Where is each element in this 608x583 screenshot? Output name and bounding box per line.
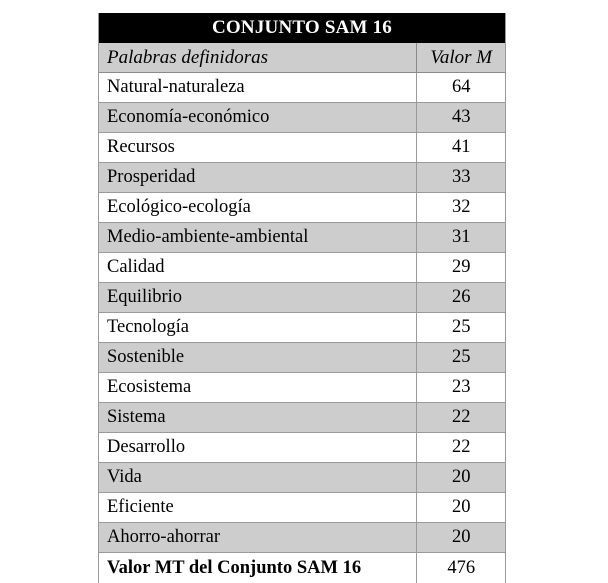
row-word-cell: Calidad xyxy=(98,253,416,283)
table-row xyxy=(98,133,506,163)
table-title: CONJUNTO SAM 16 xyxy=(98,13,506,43)
table-row xyxy=(98,463,506,493)
table-row xyxy=(98,223,506,253)
total-value: 476 xyxy=(416,553,506,583)
table-row xyxy=(98,523,506,553)
table-row xyxy=(98,253,506,283)
row-value-cell: 31 xyxy=(416,223,506,253)
table-head xyxy=(98,13,506,73)
row-word-cell: Equilibrio xyxy=(98,283,416,313)
table-title-row xyxy=(98,13,506,43)
row-value-cell: 64 xyxy=(416,73,506,103)
table-row xyxy=(98,313,506,343)
row-value-cell: 22 xyxy=(416,403,506,433)
row-value-cell: 33 xyxy=(416,163,506,193)
table-row xyxy=(98,163,506,193)
row-value-cell: 20 xyxy=(416,463,506,493)
table-total-row xyxy=(98,553,506,583)
sam-16-table xyxy=(98,13,506,583)
row-word-cell: Vida xyxy=(98,463,416,493)
table-row xyxy=(98,103,506,133)
row-value-cell: 20 xyxy=(416,523,506,553)
row-value-cell: 22 xyxy=(416,433,506,463)
row-word-cell: Sostenible xyxy=(98,343,416,373)
row-value-cell: 32 xyxy=(416,193,506,223)
row-word-cell: Eficiente xyxy=(98,493,416,523)
row-value-cell: 41 xyxy=(416,133,506,163)
row-word-cell: Desarrollo xyxy=(98,433,416,463)
table-row xyxy=(98,283,506,313)
row-word-cell: Sistema xyxy=(98,403,416,433)
column-header-valor: Valor M xyxy=(416,43,506,73)
row-word-cell: Prosperidad xyxy=(98,163,416,193)
row-value-cell: 23 xyxy=(416,373,506,403)
total-label: Valor MT del Conjunto SAM 16 xyxy=(98,553,416,583)
table-row xyxy=(98,403,506,433)
row-word-cell: Ahorro-ahorrar xyxy=(98,523,416,553)
column-header-palabras: Palabras definidoras xyxy=(98,43,416,73)
row-word-cell: Ecológico-ecología xyxy=(98,193,416,223)
row-word-cell: Tecnología xyxy=(98,313,416,343)
row-value-cell: 29 xyxy=(416,253,506,283)
row-value-cell: 25 xyxy=(416,343,506,373)
table-body xyxy=(98,73,506,583)
table-row xyxy=(98,343,506,373)
row-word-cell: Recursos xyxy=(98,133,416,163)
row-value-cell: 20 xyxy=(416,493,506,523)
table-row xyxy=(98,193,506,223)
table-row xyxy=(98,493,506,523)
table-row xyxy=(98,433,506,463)
table-row xyxy=(98,373,506,403)
row-value-cell: 25 xyxy=(416,313,506,343)
row-word-cell: Ecosistema xyxy=(98,373,416,403)
row-word-cell: Economía-económico xyxy=(98,103,416,133)
row-word-cell: Natural-naturaleza xyxy=(98,73,416,103)
row-value-cell: 43 xyxy=(416,103,506,133)
table-column-header-row xyxy=(98,43,506,73)
row-word-cell: Medio-ambiente-ambiental xyxy=(98,223,416,253)
row-value-cell: 26 xyxy=(416,283,506,313)
table-container xyxy=(98,13,506,583)
table-row xyxy=(98,73,506,103)
